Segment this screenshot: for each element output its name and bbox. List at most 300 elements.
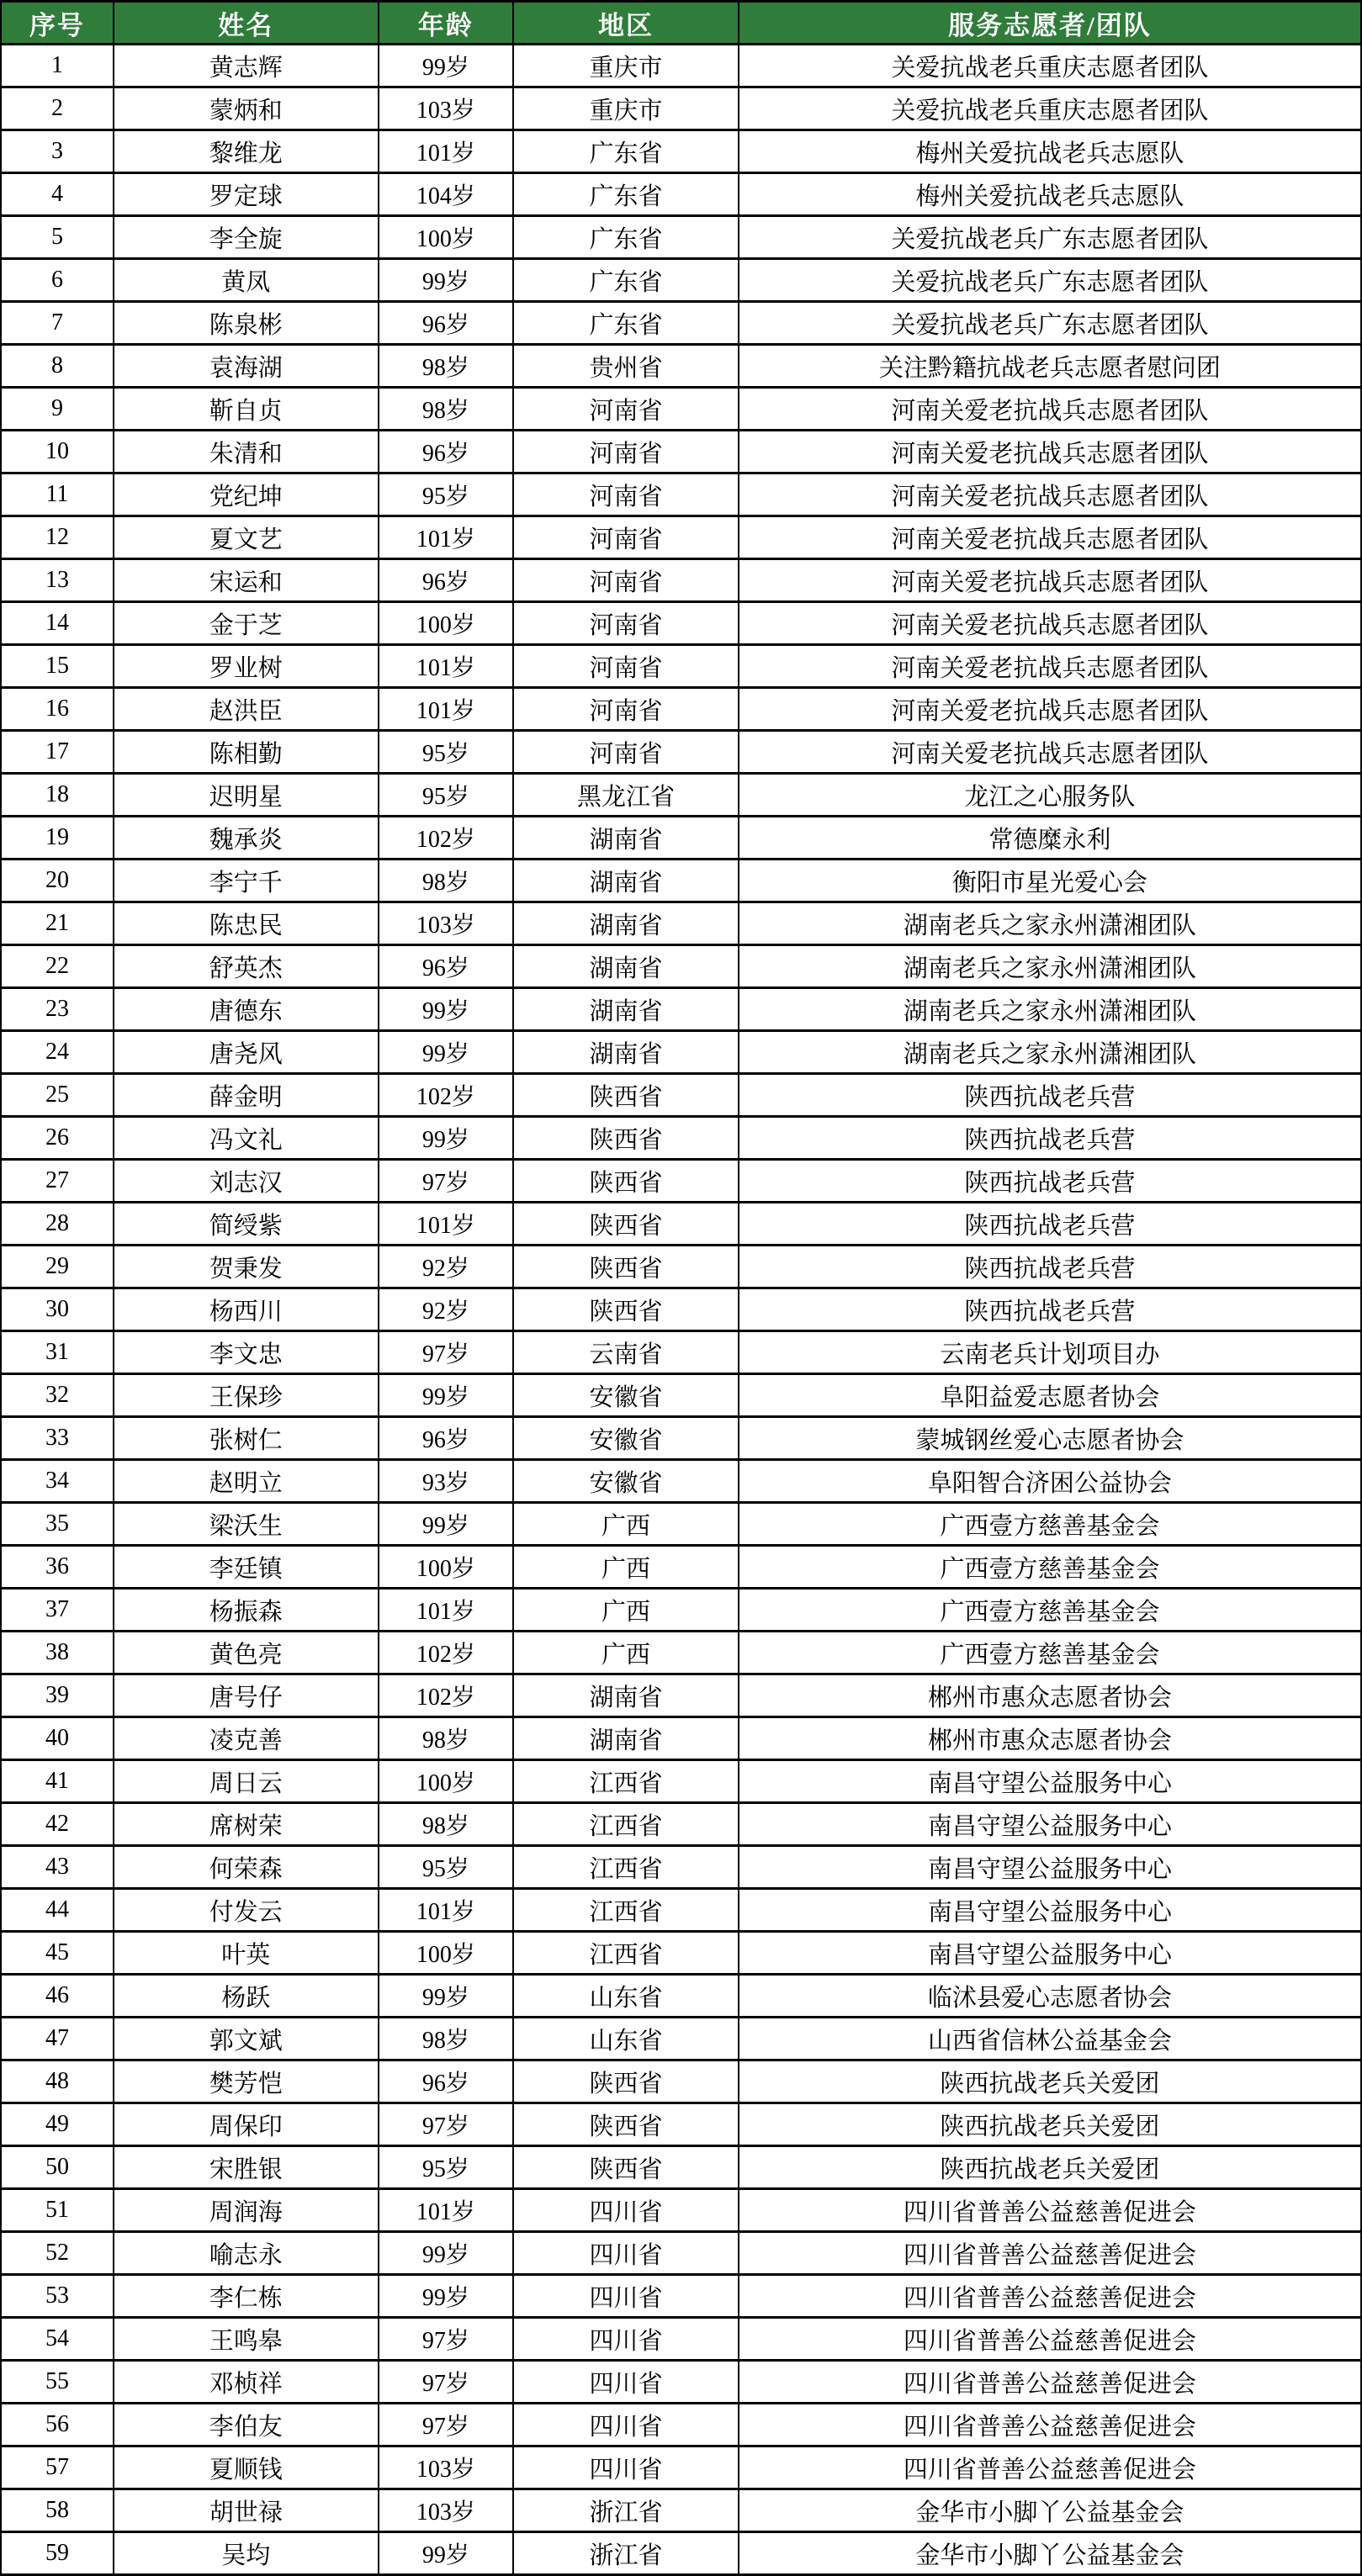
cell-team: 陕西抗战老兵关爱团 bbox=[739, 2146, 1361, 2189]
cell-index: 21 bbox=[1, 902, 114, 945]
cell-region: 陕西省 bbox=[513, 1160, 739, 1203]
cell-index: 57 bbox=[1, 2446, 114, 2489]
cell-index: 33 bbox=[1, 1417, 114, 1460]
cell-name: 梁沃生 bbox=[114, 1503, 379, 1546]
cell-age: 103岁 bbox=[379, 902, 514, 945]
cell-age: 101岁 bbox=[379, 516, 514, 559]
table-row bbox=[1, 2232, 1361, 2275]
cell-region: 江西省 bbox=[513, 1760, 739, 1803]
table-body bbox=[1, 45, 1361, 2575]
table-row bbox=[1, 2275, 1361, 2318]
cell-index: 2 bbox=[1, 87, 114, 130]
cell-team: 陕西抗战老兵营 bbox=[739, 1288, 1361, 1331]
cell-name: 薛金明 bbox=[114, 1074, 379, 1117]
cell-name: 李伯友 bbox=[114, 2404, 379, 2446]
table-row bbox=[1, 1760, 1361, 1803]
cell-index: 7 bbox=[1, 302, 114, 345]
cell-index: 32 bbox=[1, 1374, 114, 1417]
cell-region: 河南省 bbox=[513, 431, 739, 473]
cell-region: 重庆市 bbox=[513, 45, 739, 87]
table-row bbox=[1, 2489, 1361, 2532]
cell-team: 河南关爱老抗战兵志愿者团队 bbox=[739, 431, 1361, 473]
cell-team: 陕西抗战老兵营 bbox=[739, 1246, 1361, 1288]
cell-index: 58 bbox=[1, 2489, 114, 2532]
cell-index: 29 bbox=[1, 1246, 114, 1288]
cell-age: 95岁 bbox=[379, 2146, 514, 2189]
cell-index: 14 bbox=[1, 602, 114, 645]
cell-age: 99岁 bbox=[379, 1031, 514, 1074]
cell-region: 河南省 bbox=[513, 388, 739, 431]
cell-index: 52 bbox=[1, 2232, 114, 2275]
table-row bbox=[1, 2404, 1361, 2446]
cell-index: 36 bbox=[1, 1546, 114, 1589]
cell-name: 张树仁 bbox=[114, 1417, 379, 1460]
cell-team: 四川省普善公益慈善促进会 bbox=[739, 2318, 1361, 2361]
cell-region: 安徽省 bbox=[513, 1417, 739, 1460]
cell-index: 56 bbox=[1, 2404, 114, 2446]
cell-name: 何荣森 bbox=[114, 1846, 379, 1889]
cell-name: 黄色亮 bbox=[114, 1632, 379, 1674]
cell-region: 四川省 bbox=[513, 2275, 739, 2318]
cell-team: 四川省普善公益慈善促进会 bbox=[739, 2446, 1361, 2489]
cell-age: 101岁 bbox=[379, 688, 514, 731]
cell-age: 103岁 bbox=[379, 87, 514, 130]
cell-name: 杨振森 bbox=[114, 1589, 379, 1632]
cell-index: 10 bbox=[1, 431, 114, 473]
cell-name: 简绶紫 bbox=[114, 1203, 379, 1246]
cell-team: 陕西抗战老兵营 bbox=[739, 1074, 1361, 1117]
cell-age: 100岁 bbox=[379, 602, 514, 645]
cell-name: 李文忠 bbox=[114, 1331, 379, 1374]
table-row bbox=[1, 860, 1361, 902]
cell-age: 101岁 bbox=[379, 645, 514, 688]
cell-region: 陕西省 bbox=[513, 1246, 739, 1288]
cell-region: 陕西省 bbox=[513, 2103, 739, 2146]
cell-age: 100岁 bbox=[379, 216, 514, 259]
cell-age: 96岁 bbox=[379, 945, 514, 988]
cell-team: 湖南老兵之家永州潇湘团队 bbox=[739, 988, 1361, 1031]
table-row bbox=[1, 1717, 1361, 1760]
cell-index: 42 bbox=[1, 1803, 114, 1846]
cell-name: 陈相勤 bbox=[114, 731, 379, 774]
cell-index: 55 bbox=[1, 2361, 114, 2404]
cell-name: 李廷镇 bbox=[114, 1546, 379, 1589]
cell-name: 舒英杰 bbox=[114, 945, 379, 988]
cell-region: 陕西省 bbox=[513, 2146, 739, 2189]
cell-region: 陕西省 bbox=[513, 1288, 739, 1331]
cell-region: 陕西省 bbox=[513, 1117, 739, 1160]
table-row bbox=[1, 388, 1361, 431]
cell-region: 河南省 bbox=[513, 602, 739, 645]
cell-region: 广西 bbox=[513, 1589, 739, 1632]
cell-region: 江西省 bbox=[513, 1932, 739, 1975]
table-row bbox=[1, 1374, 1361, 1417]
cell-age: 101岁 bbox=[379, 1589, 514, 1632]
cell-age: 98岁 bbox=[379, 388, 514, 431]
cell-index: 25 bbox=[1, 1074, 114, 1117]
cell-age: 96岁 bbox=[379, 559, 514, 602]
cell-region: 山东省 bbox=[513, 1975, 739, 2018]
cell-index: 26 bbox=[1, 1117, 114, 1160]
cell-age: 96岁 bbox=[379, 1417, 514, 1460]
cell-index: 17 bbox=[1, 731, 114, 774]
cell-team: 河南关爱老抗战兵志愿者团队 bbox=[739, 688, 1361, 731]
table-row bbox=[1, 2018, 1361, 2060]
cell-index: 53 bbox=[1, 2275, 114, 2318]
cell-index: 18 bbox=[1, 774, 114, 817]
cell-age: 100岁 bbox=[379, 1760, 514, 1803]
cell-index: 44 bbox=[1, 1889, 114, 1932]
cell-index: 13 bbox=[1, 559, 114, 602]
cell-age: 100岁 bbox=[379, 1932, 514, 1975]
cell-region: 贵州省 bbox=[513, 345, 739, 388]
cell-index: 16 bbox=[1, 688, 114, 731]
cell-region: 四川省 bbox=[513, 2404, 739, 2446]
cell-region: 云南省 bbox=[513, 1331, 739, 1374]
cell-region: 安徽省 bbox=[513, 1374, 739, 1417]
cell-region: 广西 bbox=[513, 1503, 739, 1546]
table-row bbox=[1, 2318, 1361, 2361]
cell-index: 47 bbox=[1, 2018, 114, 2060]
cell-index: 31 bbox=[1, 1331, 114, 1374]
cell-name: 靳自贞 bbox=[114, 388, 379, 431]
table-row bbox=[1, 2361, 1361, 2404]
table-row bbox=[1, 731, 1361, 774]
cell-team: 关爱抗战老兵广东志愿者团队 bbox=[739, 302, 1361, 345]
cell-name: 罗定球 bbox=[114, 173, 379, 216]
cell-name: 魏承炎 bbox=[114, 817, 379, 860]
cell-region: 浙江省 bbox=[513, 2489, 739, 2532]
cell-index: 38 bbox=[1, 1632, 114, 1674]
cell-region: 陕西省 bbox=[513, 1203, 739, 1246]
table-row bbox=[1, 2532, 1361, 2575]
cell-name: 杨西川 bbox=[114, 1288, 379, 1331]
cell-name: 迟明星 bbox=[114, 774, 379, 817]
cell-region: 江西省 bbox=[513, 1889, 739, 1932]
cell-region: 河南省 bbox=[513, 688, 739, 731]
cell-age: 99岁 bbox=[379, 259, 514, 302]
cell-age: 98岁 bbox=[379, 860, 514, 902]
cell-team: 河南关爱老抗战兵志愿者团队 bbox=[739, 731, 1361, 774]
table-row bbox=[1, 1546, 1361, 1589]
cell-team: 阜阳智合济困公益协会 bbox=[739, 1460, 1361, 1503]
cell-region: 河南省 bbox=[513, 516, 739, 559]
cell-team: 四川省普善公益慈善促进会 bbox=[739, 2232, 1361, 2275]
cell-age: 99岁 bbox=[379, 1117, 514, 1160]
cell-age: 99岁 bbox=[379, 2532, 514, 2575]
cell-team: 河南关爱老抗战兵志愿者团队 bbox=[739, 645, 1361, 688]
cell-region: 广东省 bbox=[513, 259, 739, 302]
table-row bbox=[1, 1460, 1361, 1503]
cell-team: 陕西抗战老兵营 bbox=[739, 1117, 1361, 1160]
cell-team: 四川省普善公益慈善促进会 bbox=[739, 2275, 1361, 2318]
cell-age: 98岁 bbox=[379, 345, 514, 388]
cell-index: 39 bbox=[1, 1674, 114, 1717]
cell-team: 阜阳益爱志愿者协会 bbox=[739, 1374, 1361, 1417]
cell-age: 103岁 bbox=[379, 2489, 514, 2532]
table-row bbox=[1, 1589, 1361, 1632]
cell-age: 99岁 bbox=[379, 45, 514, 87]
cell-age: 98岁 bbox=[379, 1717, 514, 1760]
cell-team: 蒙城钢丝爱心志愿者协会 bbox=[739, 1417, 1361, 1460]
cell-index: 48 bbox=[1, 2060, 114, 2103]
cell-region: 陕西省 bbox=[513, 2060, 739, 2103]
cell-index: 59 bbox=[1, 2532, 114, 2575]
cell-region: 四川省 bbox=[513, 2361, 739, 2404]
cell-index: 12 bbox=[1, 516, 114, 559]
table-row bbox=[1, 345, 1361, 388]
cell-region: 黑龙江省 bbox=[513, 774, 739, 817]
cell-name: 唐号仔 bbox=[114, 1674, 379, 1717]
cell-name: 黄志辉 bbox=[114, 45, 379, 87]
table-row bbox=[1, 173, 1361, 216]
cell-region: 湖南省 bbox=[513, 945, 739, 988]
cell-age: 102岁 bbox=[379, 1074, 514, 1117]
cell-index: 51 bbox=[1, 2189, 114, 2232]
cell-team: 湖南老兵之家永州潇湘团队 bbox=[739, 1031, 1361, 1074]
cell-team: 衡阳市星光爱心会 bbox=[739, 860, 1361, 902]
cell-name: 唐尧风 bbox=[114, 1031, 379, 1074]
cell-region: 湖南省 bbox=[513, 817, 739, 860]
cell-team: 南昌守望公益服务中心 bbox=[739, 1889, 1361, 1932]
cell-region: 四川省 bbox=[513, 2232, 739, 2275]
cell-name: 吴均 bbox=[114, 2532, 379, 2575]
cell-name: 冯文礼 bbox=[114, 1117, 379, 1160]
cell-team: 河南关爱老抗战兵志愿者团队 bbox=[739, 473, 1361, 516]
table-row bbox=[1, 1246, 1361, 1288]
cell-index: 50 bbox=[1, 2146, 114, 2189]
cell-age: 100岁 bbox=[379, 1546, 514, 1589]
table-row bbox=[1, 259, 1361, 302]
cell-region: 山东省 bbox=[513, 2018, 739, 2060]
cell-age: 99岁 bbox=[379, 2275, 514, 2318]
table-row bbox=[1, 87, 1361, 130]
cell-name: 杨跃 bbox=[114, 1975, 379, 2018]
cell-index: 22 bbox=[1, 945, 114, 988]
cell-region: 湖南省 bbox=[513, 1674, 739, 1717]
table-row bbox=[1, 302, 1361, 345]
cell-age: 102岁 bbox=[379, 817, 514, 860]
cell-index: 24 bbox=[1, 1031, 114, 1074]
cell-index: 40 bbox=[1, 1717, 114, 1760]
column-header-name: 姓名 bbox=[114, 2, 379, 45]
cell-team: 临沭县爱心志愿者协会 bbox=[739, 1975, 1361, 2018]
cell-name: 樊芳恺 bbox=[114, 2060, 379, 2103]
cell-team: 南昌守望公益服务中心 bbox=[739, 1932, 1361, 1975]
cell-age: 99岁 bbox=[379, 2232, 514, 2275]
cell-age: 99岁 bbox=[379, 988, 514, 1031]
table-row bbox=[1, 945, 1361, 988]
cell-region: 广西 bbox=[513, 1632, 739, 1674]
cell-region: 河南省 bbox=[513, 559, 739, 602]
table-row bbox=[1, 2146, 1361, 2189]
cell-region: 浙江省 bbox=[513, 2532, 739, 2575]
cell-region: 河南省 bbox=[513, 473, 739, 516]
cell-team: 河南关爱老抗战兵志愿者团队 bbox=[739, 388, 1361, 431]
cell-index: 8 bbox=[1, 345, 114, 388]
column-header-index: 序号 bbox=[1, 2, 114, 45]
table-row bbox=[1, 431, 1361, 473]
cell-region: 湖南省 bbox=[513, 1717, 739, 1760]
cell-name: 李全旋 bbox=[114, 216, 379, 259]
cell-team: 广西壹方慈善基金会 bbox=[739, 1632, 1361, 1674]
cell-team: 河南关爱老抗战兵志愿者团队 bbox=[739, 602, 1361, 645]
cell-age: 96岁 bbox=[379, 431, 514, 473]
cell-index: 1 bbox=[1, 45, 114, 87]
cell-age: 102岁 bbox=[379, 1632, 514, 1674]
cell-name: 唐德东 bbox=[114, 988, 379, 1031]
cell-index: 37 bbox=[1, 1589, 114, 1632]
cell-region: 陕西省 bbox=[513, 1074, 739, 1117]
cell-team: 关爱抗战老兵广东志愿者团队 bbox=[739, 259, 1361, 302]
cell-team: 南昌守望公益服务中心 bbox=[739, 1760, 1361, 1803]
cell-team: 四川省普善公益慈善促进会 bbox=[739, 2189, 1361, 2232]
cell-name: 李宁千 bbox=[114, 860, 379, 902]
cell-region: 广东省 bbox=[513, 302, 739, 345]
cell-team: 关爱抗战老兵重庆志愿者团队 bbox=[739, 45, 1361, 87]
cell-name: 金于芝 bbox=[114, 602, 379, 645]
cell-age: 99岁 bbox=[379, 1374, 514, 1417]
cell-region: 广东省 bbox=[513, 130, 739, 173]
cell-age: 97岁 bbox=[379, 2361, 514, 2404]
cell-name: 喻志永 bbox=[114, 2232, 379, 2275]
cell-index: 41 bbox=[1, 1760, 114, 1803]
cell-index: 46 bbox=[1, 1975, 114, 2018]
cell-name: 宋胜银 bbox=[114, 2146, 379, 2189]
cell-name: 邓桢祥 bbox=[114, 2361, 379, 2404]
cell-age: 96岁 bbox=[379, 2060, 514, 2103]
cell-index: 49 bbox=[1, 2103, 114, 2146]
cell-name: 王鸣皋 bbox=[114, 2318, 379, 2361]
cell-age: 101岁 bbox=[379, 1889, 514, 1932]
cell-team: 陕西抗战老兵关爱团 bbox=[739, 2060, 1361, 2103]
cell-region: 湖南省 bbox=[513, 1031, 739, 1074]
cell-team: 南昌守望公益服务中心 bbox=[739, 1846, 1361, 1889]
table-row bbox=[1, 130, 1361, 173]
table-row bbox=[1, 902, 1361, 945]
cell-team: 云南老兵计划项目办 bbox=[739, 1331, 1361, 1374]
table-row bbox=[1, 602, 1361, 645]
column-header-region: 地区 bbox=[513, 2, 739, 45]
cell-region: 广东省 bbox=[513, 173, 739, 216]
cell-team: 金华市小脚丫公益基金会 bbox=[739, 2532, 1361, 2575]
cell-age: 97岁 bbox=[379, 2103, 514, 2146]
cell-name: 宋运和 bbox=[114, 559, 379, 602]
cell-team: 郴州市惠众志愿者协会 bbox=[739, 1674, 1361, 1717]
cell-team: 梅州关爱抗战老兵志愿队 bbox=[739, 173, 1361, 216]
table-row bbox=[1, 1846, 1361, 1889]
table-row bbox=[1, 2189, 1361, 2232]
table-row bbox=[1, 1503, 1361, 1546]
cell-name: 黄凤 bbox=[114, 259, 379, 302]
cell-name: 周润海 bbox=[114, 2189, 379, 2232]
cell-name: 周日云 bbox=[114, 1760, 379, 1803]
cell-name: 朱清和 bbox=[114, 431, 379, 473]
cell-age: 95岁 bbox=[379, 1846, 514, 1889]
cell-age: 92岁 bbox=[379, 1246, 514, 1288]
cell-name: 刘志汉 bbox=[114, 1160, 379, 1203]
table-row bbox=[1, 216, 1361, 259]
cell-name: 蒙炳和 bbox=[114, 87, 379, 130]
table-row bbox=[1, 1203, 1361, 1246]
cell-age: 101岁 bbox=[379, 1203, 514, 1246]
cell-name: 赵明立 bbox=[114, 1460, 379, 1503]
table-row bbox=[1, 1331, 1361, 1374]
cell-age: 95岁 bbox=[379, 774, 514, 817]
cell-team: 广西壹方慈善基金会 bbox=[739, 1589, 1361, 1632]
cell-team: 河南关爱老抗战兵志愿者团队 bbox=[739, 559, 1361, 602]
table-row bbox=[1, 473, 1361, 516]
cell-region: 四川省 bbox=[513, 2189, 739, 2232]
cell-age: 98岁 bbox=[379, 1803, 514, 1846]
header-row bbox=[1, 2, 1361, 45]
cell-index: 23 bbox=[1, 988, 114, 1031]
table-row bbox=[1, 1975, 1361, 2018]
cell-team: 陕西抗战老兵营 bbox=[739, 1203, 1361, 1246]
cell-region: 河南省 bbox=[513, 645, 739, 688]
cell-age: 101岁 bbox=[379, 2189, 514, 2232]
cell-age: 102岁 bbox=[379, 1674, 514, 1717]
cell-team: 郴州市惠众志愿者协会 bbox=[739, 1717, 1361, 1760]
cell-index: 4 bbox=[1, 173, 114, 216]
cell-age: 97岁 bbox=[379, 1331, 514, 1374]
cell-team: 关爱抗战老兵广东志愿者团队 bbox=[739, 216, 1361, 259]
cell-age: 101岁 bbox=[379, 130, 514, 173]
cell-team: 四川省普善公益慈善促进会 bbox=[739, 2404, 1361, 2446]
cell-name: 王保珍 bbox=[114, 1374, 379, 1417]
table-row bbox=[1, 645, 1361, 688]
cell-name: 赵洪臣 bbox=[114, 688, 379, 731]
cell-age: 97岁 bbox=[379, 2318, 514, 2361]
cell-name: 陈泉彬 bbox=[114, 302, 379, 345]
table-row bbox=[1, 1889, 1361, 1932]
cell-index: 28 bbox=[1, 1203, 114, 1246]
cell-index: 20 bbox=[1, 860, 114, 902]
table-row bbox=[1, 2446, 1361, 2489]
cell-region: 湖南省 bbox=[513, 988, 739, 1031]
cell-index: 9 bbox=[1, 388, 114, 431]
table-row bbox=[1, 988, 1361, 1031]
table-row bbox=[1, 1632, 1361, 1674]
table-row bbox=[1, 2103, 1361, 2146]
table-row bbox=[1, 1288, 1361, 1331]
cell-name: 叶英 bbox=[114, 1932, 379, 1975]
table-row bbox=[1, 1932, 1361, 1975]
table-row bbox=[1, 1074, 1361, 1117]
cell-index: 54 bbox=[1, 2318, 114, 2361]
cell-region: 江西省 bbox=[513, 1846, 739, 1889]
cell-age: 97岁 bbox=[379, 2404, 514, 2446]
table-row bbox=[1, 774, 1361, 817]
cell-age: 95岁 bbox=[379, 473, 514, 516]
cell-team: 金华市小脚丫公益基金会 bbox=[739, 2489, 1361, 2532]
cell-name: 袁海湖 bbox=[114, 345, 379, 388]
cell-index: 34 bbox=[1, 1460, 114, 1503]
cell-name: 周保印 bbox=[114, 2103, 379, 2146]
table-row bbox=[1, 1417, 1361, 1460]
cell-age: 103岁 bbox=[379, 2446, 514, 2489]
cell-age: 104岁 bbox=[379, 173, 514, 216]
table-row bbox=[1, 45, 1361, 87]
table-row bbox=[1, 1031, 1361, 1074]
cell-team: 南昌守望公益服务中心 bbox=[739, 1803, 1361, 1846]
cell-index: 11 bbox=[1, 473, 114, 516]
table-row bbox=[1, 1674, 1361, 1717]
cell-name: 席树荣 bbox=[114, 1803, 379, 1846]
cell-name: 夏顺钱 bbox=[114, 2446, 379, 2489]
cell-team: 关注黔籍抗战老兵志愿者慰问团 bbox=[739, 345, 1361, 388]
cell-team: 广西壹方慈善基金会 bbox=[739, 1546, 1361, 1589]
